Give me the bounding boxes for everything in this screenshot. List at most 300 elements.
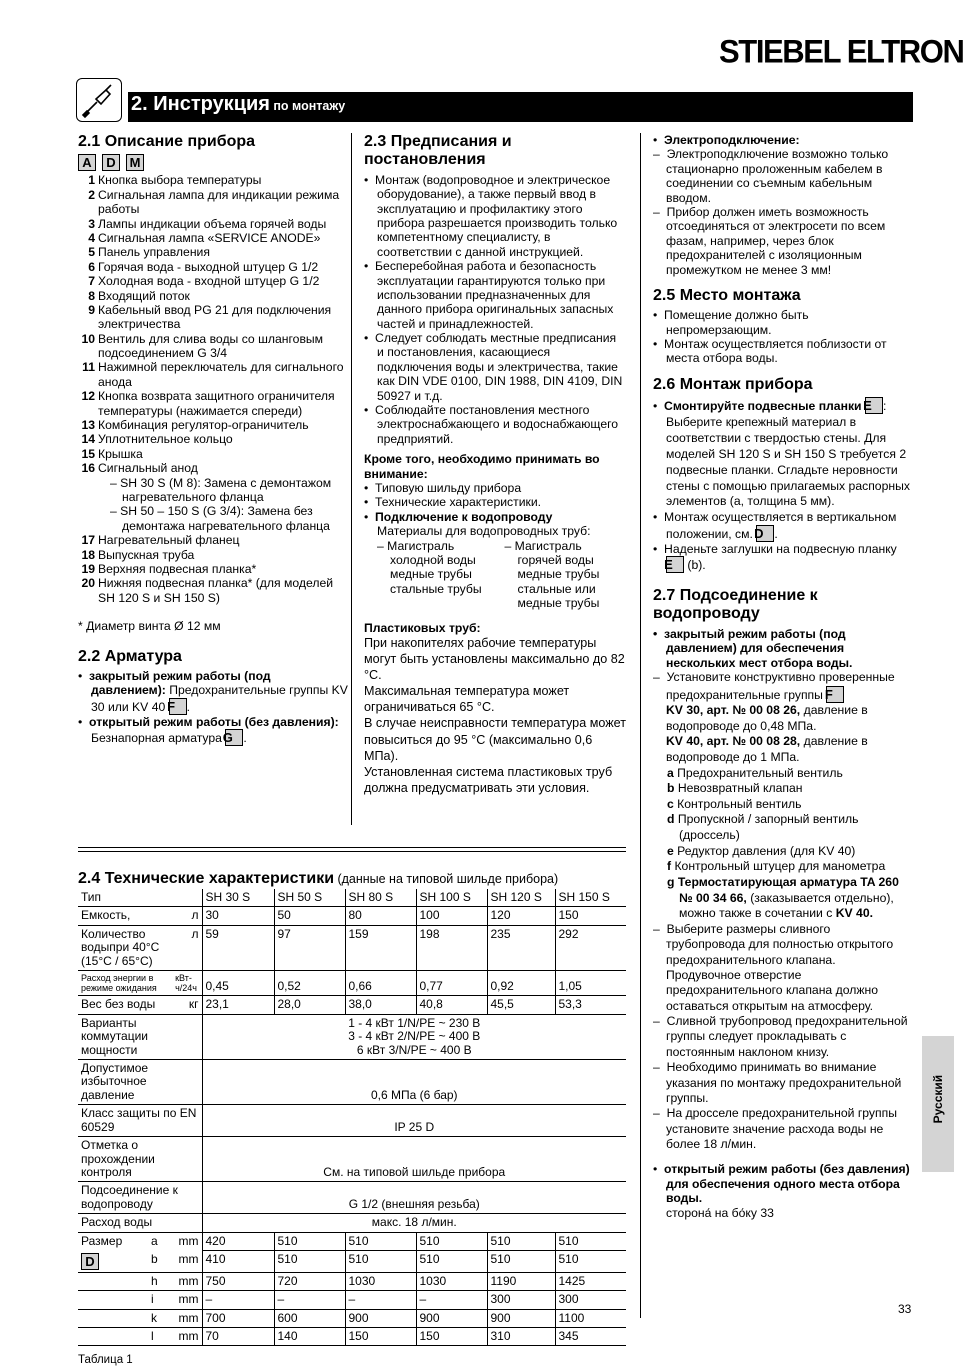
bullet-text: Монтаж осуществляется поблизости от места отбора воды. (664, 337, 887, 366)
language-tab (922, 1036, 954, 1172)
part-item (666, 766, 911, 782)
bullet-item: • открытый режим работы (без давления) для обеспечения одного места отбора воды. сторона́ на бо́ку 33 (653, 1162, 910, 1220)
column-header: SH 50 S (274, 889, 345, 907)
figure-badge-f: F (826, 686, 844, 703)
dimension-key: b (151, 1251, 158, 1266)
size-row (78, 1291, 626, 1309)
dimension-key: h (151, 1273, 158, 1288)
merged-value: 0,6 МПа (6 бар) (202, 1059, 626, 1104)
bullet-item: • Типовую шильду прибора (364, 480, 522, 495)
figure-badge-e: E (666, 556, 684, 573)
item-text: Кнопка выбора температуры (98, 173, 262, 188)
bullet-text: Бесперебойная работа и безопасность эксплуатации гарантируются только при использовании предназначенных для данного прибора оригинальных запасных частей и принадлежностей. (375, 259, 614, 331)
figure-badge-m: M (126, 154, 144, 171)
heading-2-7: 2.7 Подсоединение к водопроводу (653, 587, 818, 623)
size-row (78, 1232, 626, 1250)
value-cell: 198 (416, 925, 487, 970)
value-cell: 410 (202, 1251, 274, 1273)
value-cell: 28,0 (274, 996, 345, 1014)
dash-text: Сливной трубопровод предохранительной группы следует прокладывать с постоянным наклоном книзу. (666, 1014, 908, 1059)
dash-text: Прибор должен иметь возможность отсоединяться от электросети по всем фазам, например, через блок предохранителей с изоляционным промежутком не менее 3 мм! (666, 204, 886, 277)
parts-list-2 (78, 533, 348, 605)
dash-text: Необходимо принимать во внимание указания по монтажу предохранительной группы. (666, 1060, 902, 1105)
label-text: Класс защиты по EN 60529 (81, 1106, 197, 1134)
hot-water-pipes: – Магистраль горячей воды медные трубы стальные или медные трубы (504, 538, 600, 611)
dash-text: Установите конструктивно проверенные предохранительные группы (666, 670, 895, 702)
list-item (78, 245, 348, 259)
value-cell: 53,3 (555, 996, 626, 1014)
value-cell: 235 (487, 925, 555, 970)
value-cell: 70 (202, 1328, 274, 1346)
value-cell: 345 (555, 1328, 626, 1346)
item-number: 18 (81, 547, 95, 562)
unit-text: кг (188, 997, 199, 1012)
part-item (666, 812, 911, 843)
row-label (78, 1105, 202, 1137)
paragraph: При накопителях рабочие температуры могут быть установлены максимально до 82 °C. (364, 635, 625, 683)
item-text: Кабельный ввод PG 21 для подключения электричества (98, 302, 332, 332)
bullet-text: сторона́ на бо́ку 33 (666, 1205, 774, 1220)
dash-item: – Сливной трубопровод предохранительной группы следует прокладывать с постоянным наклоном книзу. (653, 1014, 908, 1059)
item-number: 3 (88, 216, 95, 231)
bullet-text: Помещение должно быть непромерзающим. (664, 308, 809, 337)
part-text: Предохранительный вентиль (677, 765, 843, 780)
dash-text: На дросселе предохранительной группы установите значение расхода воды не более 18 л/мин. (666, 1106, 897, 1151)
merged-value: См. на типовой шильде прибора (202, 1137, 626, 1182)
column-1 (78, 133, 348, 746)
item-text: Холодная вода - входной штуцер G 1/2 (98, 274, 320, 289)
bold-label: открытый режим работы (без давления) для обеспечения одного места отбора воды. (664, 1162, 910, 1206)
row-label (78, 1059, 202, 1104)
value-cell: 720 (274, 1272, 345, 1290)
bullet-item: • Технические характеристики. (364, 495, 542, 510)
list-item (78, 303, 348, 332)
value-cell: 45,5 (487, 996, 555, 1014)
heading-2-5: 2.5 Место монтажа (653, 286, 801, 304)
column-header: SH 120 S (487, 889, 555, 907)
plastic-heading: Пластиковых труб: (364, 620, 481, 635)
specs-section (78, 870, 626, 1368)
part-item (666, 781, 911, 797)
energy-row (78, 971, 626, 996)
value-cell: 310 (487, 1328, 555, 1346)
bullet-item: • Помещение должно быть непромерзающим. (653, 308, 809, 337)
value-cell: 1030 (345, 1272, 416, 1290)
row-label (78, 907, 202, 925)
merged-value: G 1/2 (внешняя резьба) (202, 1182, 626, 1214)
dimension-key: l (151, 1329, 154, 1344)
bold-label: KV 30, арт. № 00 08 26, (666, 703, 801, 718)
part-text: Пропускной / запорный вентиль (дроссель) (677, 812, 859, 843)
row-label (78, 1251, 202, 1273)
dash-text: давление в водопроводе до 1 МПа. (666, 734, 868, 765)
value-cell: 1425 (555, 1272, 626, 1290)
label-text: Отметка о прохождении контроля (81, 1138, 155, 1180)
unit-text: кВт-ч/24ч (175, 973, 197, 994)
item-number: 2 (88, 187, 95, 202)
value-cell: 510 (345, 1232, 416, 1250)
bullet-text: (b). (687, 558, 706, 573)
anode-sub-item: – SH 50 – 150 S (G 3/4): Замена без демонтажа нагревательного фланца (110, 504, 330, 533)
item-text: Входящий поток (98, 288, 190, 303)
part-letter: c (667, 796, 674, 811)
item-text: Уплотнительное кольцо (98, 432, 233, 447)
value-cell: – (274, 1291, 345, 1309)
dimension-key: i (151, 1292, 154, 1307)
value-cell: 300 (555, 1291, 626, 1309)
language-tab-label: Русский (930, 1074, 945, 1124)
size-row (78, 1309, 626, 1327)
value-cell: 150 (555, 907, 626, 925)
value-cell: 50 (274, 907, 345, 925)
item-number: 13 (81, 418, 95, 433)
column-3 (653, 133, 911, 1220)
row-label (78, 1182, 202, 1214)
figure-badge-g: G (225, 729, 243, 746)
dash-item: – Необходимо принимать во внимание указания по монтажу предохранительной группы. (653, 1060, 902, 1105)
column-divider (351, 133, 352, 825)
item-text: Горячая вода - выходной штуцер G 1/2 (98, 259, 319, 274)
bold-label: открытый режим работы (без давления): (89, 714, 339, 729)
bold-label: KV 40, арт. № 00 08 28, (666, 734, 801, 749)
value-cell: 30 (202, 907, 274, 925)
size-label: Размер (81, 1233, 123, 1248)
value-cell: 510 (274, 1251, 345, 1273)
row-label (78, 971, 202, 996)
list-item (78, 562, 348, 576)
specs-table (78, 889, 626, 1347)
column-header: Тип (78, 889, 202, 907)
paragraph: В случае неисправности температура может повыситься до 95 °C (максимально 0,6 МПа). (364, 716, 626, 763)
row-label (78, 996, 202, 1014)
bullet-item: • Монтаж (водопроводное и электрическое оборудование), а также первый ввод в эксплуатацию и профилактику этого прибора разрешается производить только компетентному специалисту, в соответствии с данной инструкцией. (364, 172, 618, 259)
bullet-item: • Электроподключение: (653, 133, 800, 147)
value-cell: 510 (487, 1251, 555, 1273)
item-number: 1 (88, 173, 95, 188)
value-cell: 900 (416, 1309, 487, 1327)
part-letter: a (667, 765, 674, 780)
row-label (78, 1232, 202, 1250)
bullet-text: Монтаж (водопроводное и электрическое оборудование), а также первый ввод в эксплуатацию и профилактику этого прибора разрешается производить только компетентному специалисту, в соответствии с данной инструкцией. (375, 172, 618, 259)
weight-row (78, 996, 626, 1014)
item-number: 14 (81, 432, 95, 447)
dash-text: (заказывается отдельно), можно также в сочетании с (679, 890, 894, 921)
heading-2-4-note: (данные на типовой шильде прибора) (337, 872, 559, 886)
item-text: Вентиль для слива воды со шланговым подсоединением G 3/4 (98, 331, 324, 361)
label-text: Расход энергии в режиме ожидания (81, 973, 157, 994)
pressure-row (78, 1059, 626, 1104)
unit-text: л (191, 908, 199, 923)
brand-logo: STIEBEL ELTRON (719, 33, 964, 70)
screwdriver-icon (76, 78, 122, 122)
bold-label: Термостатирующая арматура TA 260 № 00 34 66, (677, 874, 899, 905)
table-caption: Таблица 1 (78, 1354, 133, 1367)
size-row (78, 1272, 626, 1290)
item-number: 10 (81, 331, 95, 346)
bullet-text: Соблюдайте постановления местного электроснабжающего и водоснабжающего предприятий. (375, 403, 619, 446)
item-text: Сигнальная лампа для индикации режима работы (98, 187, 340, 217)
item-text: Сигнальный анод (98, 461, 198, 476)
bullet-text: Монтаж осуществляется в вертикальном положении, см. (664, 510, 897, 541)
bullet-text: Типовую шильду прибора (375, 480, 522, 495)
value-cell: 100 (416, 907, 487, 925)
figure-badge-d: D (756, 525, 774, 542)
value-cell: 510 (274, 1232, 345, 1250)
list-item (78, 231, 348, 245)
merged-value: IP 25 D (202, 1105, 626, 1137)
bold-label: Подключение к водопроводу (375, 509, 553, 524)
value-cell: 1100 (555, 1309, 626, 1327)
bold-label: закрытый режим работы (под давлением): (89, 668, 271, 698)
item-number: 20 (81, 576, 95, 591)
value-cell: 0,92 (487, 971, 555, 996)
table-top-rule (78, 847, 626, 848)
item-number: 8 (88, 288, 95, 303)
part-item (666, 797, 911, 813)
figure-badge-d: D (102, 154, 120, 171)
plastic-notes (364, 635, 626, 796)
value-cell: 292 (555, 925, 626, 970)
merged-value: макс. 18 л/мин. (202, 1214, 626, 1232)
value-cell: 750 (202, 1272, 274, 1290)
row-label (78, 1137, 202, 1182)
value-cell: 1,05 (555, 971, 626, 996)
pipe-materials (364, 539, 626, 611)
heading-2-4: 2.4 Технические характеристики (78, 870, 335, 887)
part-item (666, 844, 911, 860)
list-item (78, 260, 348, 274)
value-cell: 900 (487, 1309, 555, 1327)
list-item (78, 533, 348, 547)
size-row (78, 1328, 626, 1346)
list-item (78, 432, 348, 446)
value-cell: 1030 (416, 1272, 487, 1290)
part-text: Контрольный штуцер для манометра (674, 859, 886, 874)
value-cell: 510 (555, 1251, 626, 1273)
cold-water-pipes: – Магистраль холодной воды медные трубы стальные трубы (377, 538, 482, 596)
label-text: Емкость, (81, 908, 131, 923)
list-item (78, 217, 348, 231)
list-item (78, 461, 348, 475)
part-text: Редуктор давления (для KV 40) (677, 843, 856, 858)
footnote: * Диаметр винта Ø 12 мм (78, 619, 221, 634)
item-text: Крышка (98, 446, 143, 461)
power-variant: 1 - 4 кВт 1/N/PE ~ 230 В (348, 1015, 481, 1030)
bullet-text: Следует соблюдать местные предписания и постановления, касающиеся подключения воды и электричества, такие как DIN VDE 0100, DIN 1988, DIN 4109, DIN 50927 и т.д. (375, 331, 623, 403)
column-divider (640, 133, 641, 1318)
list-item (78, 289, 348, 303)
bold-label: закрытый режим работы (под давлением) для обеспечения нескольких мест отбора воды. (664, 626, 853, 670)
anode-sublist (78, 476, 348, 534)
heading-2-1: 2.1 Описание прибора (78, 133, 256, 150)
bullet-text: Технические характеристики. (375, 495, 542, 510)
bold-label: Электроподключение: (664, 133, 800, 147)
value-cell: – (416, 1291, 487, 1309)
dash-text: Электроподключение возможно только стационарно проложенным кабелем в соединении со съемным кабельным вводом. (666, 147, 889, 205)
value-cell: – (202, 1291, 274, 1309)
part-letter: f (667, 859, 672, 874)
item-text: Сигнальная лампа «SERVICE ANODE» (98, 230, 321, 245)
item-number: 7 (88, 274, 95, 289)
row-label (78, 925, 202, 970)
flow-row (78, 1214, 626, 1232)
label-text: Варианты коммутации мощности (81, 1015, 149, 1057)
list-item (78, 447, 348, 461)
size-row (78, 1251, 626, 1273)
label-text: Количество водыпри 40°C (15°C / 65°C) (81, 926, 160, 968)
list-item (78, 418, 348, 432)
value-cell: 0,66 (345, 971, 416, 996)
item-number: 11 (82, 360, 95, 375)
value-cell: 97 (274, 925, 345, 970)
row-label (78, 1272, 202, 1290)
item-number: 15 (81, 446, 95, 461)
item-number: 6 (88, 259, 95, 274)
value-cell: 900 (345, 1309, 416, 1327)
item-text: Верхняя подвесная планка* (98, 561, 257, 576)
row-label (78, 1014, 202, 1059)
item-number: 9 (88, 302, 95, 317)
unit-text: mm (178, 1251, 199, 1266)
regulations-list (364, 173, 626, 446)
value-cell: 0,77 (416, 971, 487, 996)
item-text: Кнопка возврата защитного ограничителя температуры (нажимается спереди) (98, 389, 335, 418)
row-label (78, 1328, 202, 1346)
header-row (78, 889, 626, 907)
value-cell: 510 (487, 1232, 555, 1250)
bullet-text: Материалы для водопроводных труб: (377, 524, 591, 539)
part-text: Контрольный вентиль (677, 796, 802, 811)
table-top-rule (78, 851, 626, 852)
row-label (78, 1214, 202, 1232)
list-item (78, 173, 348, 187)
power-variants (202, 1014, 626, 1059)
value-cell: 0,45 (202, 971, 274, 996)
part-item (666, 859, 911, 875)
item-number: 16 (81, 461, 95, 476)
value-cell: 1190 (487, 1272, 555, 1290)
figure-badge-d: D (81, 1253, 99, 1270)
label-text: Допустимое избыточное давление (81, 1060, 149, 1102)
value-cell: 0,52 (274, 971, 345, 996)
figure-badge-f: F (169, 698, 187, 715)
part-text: Невозвратный клапан (677, 781, 803, 796)
anode-sub-item: – SH 30 S (M 8): Замена с демонтажом нагревательного фланца (110, 475, 332, 504)
item-text: Комбинация регулятор-ограничитель (98, 418, 309, 433)
figure-badges (78, 154, 348, 171)
unit-text: mm (178, 1329, 199, 1344)
paragraph: Максимальная температура может ограничиваться 65 °C. (364, 684, 570, 715)
part-letter: e (667, 843, 674, 858)
heading-2-6: 2.6 Монтаж прибора (653, 375, 813, 393)
bullet-item: • Наденьте заглушки на подвесную планку E (b). (653, 541, 897, 573)
also-note: Кроме того, необходимо принимать во внимание: (364, 452, 600, 481)
value-cell: 510 (416, 1232, 487, 1250)
bullet-text: Безнапорная арматура (91, 731, 222, 746)
power-row (78, 1014, 626, 1059)
value-cell: 140 (274, 1328, 345, 1346)
value-cell: 510 (416, 1251, 487, 1273)
capacity-row (78, 907, 626, 925)
section-subtitle: по монтажу (273, 99, 346, 113)
value-cell: 59 (202, 925, 274, 970)
bullet-item: • Соблюдайте постановления местного электроснабжающего и водоснабжающего предприятий. (364, 403, 619, 446)
list-item (78, 188, 348, 217)
dimension-key: a (151, 1233, 158, 1248)
dash-item: – Электроподключение возможно только стационарно проложенным кабелем в соединении со съемным кабельным вводом. (653, 147, 889, 205)
list-item (78, 548, 348, 562)
list-item (78, 332, 348, 361)
list-item (78, 389, 348, 418)
column-header: SH 80 S (345, 889, 416, 907)
protection-row (78, 1105, 626, 1137)
row-label (78, 1309, 202, 1327)
value-cell: 510 (555, 1232, 626, 1250)
item-text: Лампы индикации объема горячей воды (98, 216, 327, 231)
section-title: 2. Инструкция (131, 93, 270, 115)
label-text: Подсоединение к водопроводу (81, 1183, 178, 1211)
value-cell: 420 (202, 1232, 274, 1250)
column-header: SH 100 S (416, 889, 487, 907)
heading-2-3: 2.3 Предписания и постановления (364, 133, 512, 169)
value-cell: – (345, 1291, 416, 1309)
value-cell: 600 (274, 1309, 345, 1327)
part-letter: d (667, 812, 675, 827)
column-header: SH 150 S (555, 889, 626, 907)
value-cell: 120 (487, 907, 555, 925)
drain-notes (653, 922, 911, 1153)
bullet-text: Выберите крепежный материал в соответствии с твердостью стены. Для моделей SH 120 S и SH 150 S требуется 2 подвесные планки. Сгладьте неровности стены с помощью прилагаемых распорных элементов (a, толщина 5 мм). (666, 415, 910, 509)
unit-text: л (191, 926, 199, 941)
bullet-item: • Смонтируйте подвесные планки E : Выберите крепежный материал в соответствии с твердостью стены. Для моделей SH 120 S и SH 150 S требуется 2 подвесные планки. Сгладьте неровности стены с помощью прилагаемых распорных элементов (a, толщина 5 мм). (653, 398, 910, 509)
figure-badge-a: A (78, 154, 96, 171)
connection-row (78, 1182, 626, 1214)
value-cell: 700 (202, 1309, 274, 1327)
bullet-item: • Подключение к водопроводу Материалы для водопроводных труб: (364, 509, 591, 539)
safety-group-parts (653, 766, 911, 875)
heading-2-2: 2.2 Арматура (78, 647, 182, 665)
dash-item: – Выберите размеры сливного трубопровода для полностью открытого предохранительного клапана. Продувочное отверстие предохранительного клапана должно оставаться открытым на атмосферу. (653, 921, 894, 1013)
item-number: 17 (81, 533, 95, 548)
quantity-row (78, 925, 626, 970)
dash-text: Выберите размеры сливного трубопровода для полностью открытого предохранительного клапана. Продувочное отверстие предохранительного клапана должно оставаться открытым на атмосферу. (666, 921, 894, 1013)
bullet-item: • закрытый режим работы (под давлением): Предохранительные группы KV 30 или KV 40 F . (78, 668, 348, 714)
item-number: 4 (88, 230, 95, 245)
unit-text: mm (178, 1233, 199, 1248)
item-text: Нагревательный фланец (98, 533, 240, 548)
page-number: 33 (898, 1302, 912, 1316)
figure-badge-e: E (865, 397, 883, 414)
dash-item: – Установите конструктивно проверенные предохранительные группы F KV 30, арт. № 00 08 26, давление в водопроводе до 0,48 МПа. KV 40, арт. № 00 08 28, давление в водопроводе до 1 МПа. (653, 670, 895, 765)
value-cell: 40,8 (416, 996, 487, 1014)
value-cell: 510 (345, 1251, 416, 1273)
dimension-key: k (151, 1310, 157, 1325)
thermo-fitting: g Термостатирующая арматура TA 260 № 00 34 66, (заказывается отдельно), можно также в сочетании с KV 40. (667, 874, 899, 921)
item-text: Панель управления (98, 245, 210, 260)
column-header: SH 30 S (202, 889, 274, 907)
item-text: Выпускная труба (98, 547, 195, 562)
value-cell: 80 (345, 907, 416, 925)
value-cell: 150 (416, 1328, 487, 1346)
power-variant: 3 - 4 кВт 2/N/PE ~ 400 В (348, 1029, 481, 1044)
list-item (78, 274, 348, 288)
dash-item: – Прибор должен иметь возможность отсоединяться от электросети по всем фазам, например, через блок предохранителей с изоляционным промежутком не менее 3 мм! (653, 204, 886, 277)
item-number: 12 (81, 389, 95, 404)
column-2 (364, 133, 626, 796)
bullet-item: • Следует соблюдать местные предписания и постановления, касающиеся подключения воды и электричества, такие как DIN VDE 0100, DIN 1988, DIN 4109, DIN 50927 и т.д. (364, 331, 623, 403)
value-cell: 23,1 (202, 996, 274, 1014)
bullet-item: • закрытый режим работы (под давлением) для обеспечения нескольких мест отбора воды. (653, 626, 853, 670)
